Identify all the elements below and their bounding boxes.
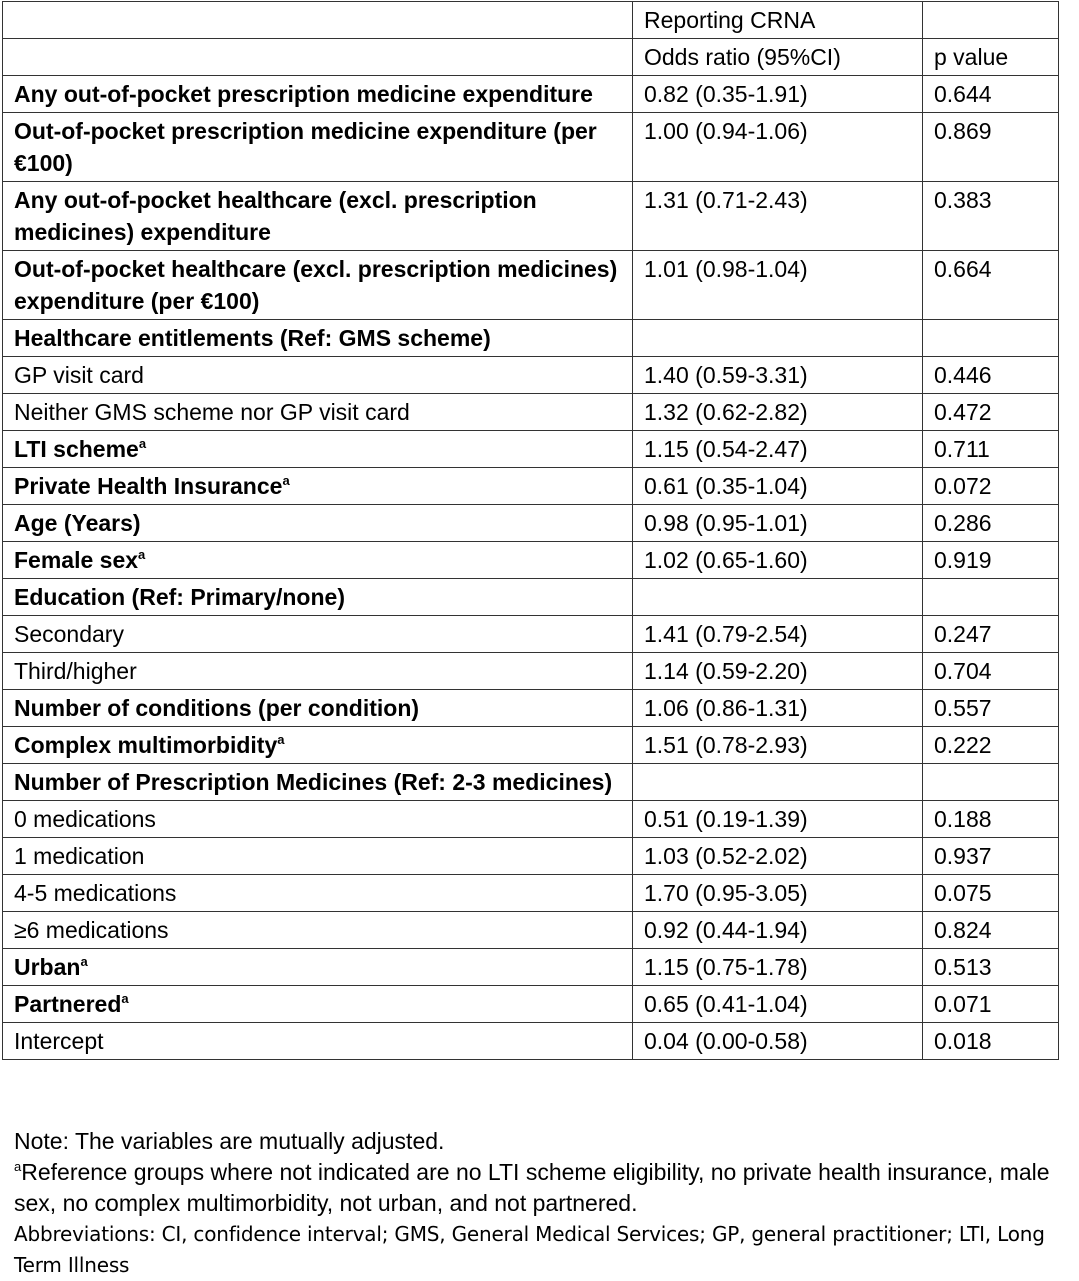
header-p-value: p value [923, 39, 1059, 76]
table-row [3, 579, 1059, 616]
table-row [3, 1023, 1059, 1060]
p-value-cell: 0.247 [923, 616, 1059, 653]
odds-ratio-cell: 1.51 (0.78-2.93) [633, 727, 923, 764]
row-label-text: LTI scheme [14, 436, 139, 462]
row-label-text: Intercept [14, 1028, 104, 1054]
table-row [3, 251, 1059, 320]
row-label-text: Urban [14, 954, 81, 980]
header-empty-cell [923, 2, 1059, 39]
row-label-text: 0 medications [14, 806, 156, 832]
row-label [3, 542, 633, 579]
row-label [3, 764, 633, 801]
p-value-cell: 0.222 [923, 727, 1059, 764]
row-label-text: 1 medication [14, 843, 145, 869]
odds-ratio-cell [633, 579, 923, 616]
row-label [3, 251, 633, 320]
row-label-text: Third/higher [14, 658, 137, 684]
odds-ratio-cell: 1.03 (0.52-2.02) [633, 838, 923, 875]
odds-ratio-cell: 1.01 (0.98-1.04) [633, 251, 923, 320]
table-row [3, 801, 1059, 838]
table-row [3, 912, 1059, 949]
header-row-group [3, 2, 1059, 39]
odds-ratio-cell: 1.15 (0.75-1.78) [633, 949, 923, 986]
p-value-cell: 0.937 [923, 838, 1059, 875]
p-value-cell: 0.644 [923, 76, 1059, 113]
p-value-cell: 0.704 [923, 653, 1059, 690]
table-row [3, 690, 1059, 727]
odds-ratio-cell: 1.70 (0.95-3.05) [633, 875, 923, 912]
table-row [3, 320, 1059, 357]
table-row [3, 357, 1059, 394]
row-label [3, 653, 633, 690]
table-row [3, 542, 1059, 579]
odds-ratio-cell [633, 320, 923, 357]
table-row [3, 76, 1059, 113]
p-value-cell: 0.919 [923, 542, 1059, 579]
row-label-text: Partnered [14, 991, 122, 1017]
row-label [3, 986, 633, 1023]
odds-ratio-cell: 1.00 (0.94-1.06) [633, 113, 923, 182]
row-label [3, 875, 633, 912]
table-row [3, 949, 1059, 986]
row-label-text: Complex multimorbidity [14, 732, 278, 758]
p-value-cell: 0.472 [923, 394, 1059, 431]
p-value-cell: 0.557 [923, 690, 1059, 727]
header-empty-cell [3, 39, 633, 76]
footnote-marker: a [277, 732, 285, 747]
p-value-cell: 0.018 [923, 1023, 1059, 1060]
p-value-cell [923, 579, 1059, 616]
p-value-cell: 0.071 [923, 986, 1059, 1023]
odds-ratio-cell: 1.15 (0.54-2.47) [633, 431, 923, 468]
p-value-cell: 0.664 [923, 251, 1059, 320]
row-label-text: 4-5 medications [14, 880, 177, 906]
header-empty-cell [3, 2, 633, 39]
note-line: Note: The variables are mutually adjusted. [14, 1128, 445, 1154]
odds-ratio-cell [633, 764, 923, 801]
p-value-cell: 0.446 [923, 357, 1059, 394]
odds-ratio-cell: 1.41 (0.79-2.54) [633, 616, 923, 653]
odds-ratio-cell: 1.14 (0.59-2.20) [633, 653, 923, 690]
abbreviations-footnote: Abbreviations: CI, confidence interval; GMS, General Medical Services; GP, general practitioner; LTI, Long Term Illness [14, 1222, 1045, 1277]
row-label-text: GP visit card [14, 362, 144, 388]
p-value-cell: 0.286 [923, 505, 1059, 542]
table-row [3, 727, 1059, 764]
row-label [3, 468, 633, 505]
odds-ratio-cell: 0.51 (0.19-1.39) [633, 801, 923, 838]
table-row [3, 838, 1059, 875]
footnote-marker: a [121, 991, 129, 1006]
row-label [3, 690, 633, 727]
table-row [3, 986, 1059, 1023]
row-label [3, 801, 633, 838]
row-label [3, 182, 633, 251]
footnote-marker: a [282, 473, 290, 488]
table-row [3, 394, 1059, 431]
row-label-text: Number of Prescription Medicines (Ref: 2-3 medicines) [14, 769, 613, 795]
reference-footnote-text: Reference groups where not indicated are no LTI scheme eligibility, no private health insurance, male sex, no complex multimorbidity, not urban, and not partnered. [14, 1159, 1050, 1216]
table-row [3, 182, 1059, 251]
odds-ratio-cell: 0.92 (0.44-1.94) [633, 912, 923, 949]
footnote-marker: a [80, 954, 88, 969]
row-label-text: Number of conditions (per condition) [14, 695, 420, 721]
row-label [3, 431, 633, 468]
table-row [3, 431, 1059, 468]
row-label-text: Secondary [14, 621, 124, 647]
p-value-cell: 0.711 [923, 431, 1059, 468]
odds-ratio-cell: 1.32 (0.62-2.82) [633, 394, 923, 431]
table-row [3, 505, 1059, 542]
table-row [3, 468, 1059, 505]
p-value-cell: 0.383 [923, 182, 1059, 251]
odds-ratio-cell: 0.61 (0.35-1.04) [633, 468, 923, 505]
odds-ratio-cell: 1.02 (0.65-1.60) [633, 542, 923, 579]
odds-ratio-cell: 0.04 (0.00-0.58) [633, 1023, 923, 1060]
table-notes [14, 1126, 1076, 1281]
p-value-cell: 0.075 [923, 875, 1059, 912]
row-label-text: Any out-of-pocket healthcare (excl. prescription medicines) expenditure [14, 187, 537, 245]
odds-ratio-cell: 1.31 (0.71-2.43) [633, 182, 923, 251]
odds-ratio-cell: 0.82 (0.35-1.91) [633, 76, 923, 113]
row-label [3, 912, 633, 949]
odds-ratio-cell: 0.98 (0.95-1.01) [633, 505, 923, 542]
row-label-text: Neither GMS scheme nor GP visit card [14, 399, 410, 425]
row-label-text: Female sex [14, 547, 139, 573]
p-value-cell: 0.513 [923, 949, 1059, 986]
odds-ratio-cell: 1.40 (0.59-3.31) [633, 357, 923, 394]
reference-footnote [14, 1157, 1076, 1219]
table-body [3, 2, 1059, 1060]
row-label [3, 579, 633, 616]
row-label [3, 727, 633, 764]
row-label [3, 76, 633, 113]
p-value-cell: 0.869 [923, 113, 1059, 182]
row-label [3, 505, 633, 542]
odds-ratio-table [2, 1, 1059, 1060]
row-label-text: Age (Years) [14, 510, 141, 536]
row-label-text: Healthcare entitlements (Ref: GMS scheme) [14, 325, 491, 351]
row-label-text: Private Health Insurance [14, 473, 283, 499]
table-row [3, 616, 1059, 653]
row-label [3, 320, 633, 357]
odds-ratio-cell: 0.65 (0.41-1.04) [633, 986, 923, 1023]
table-row [3, 875, 1059, 912]
p-value-cell: 0.824 [923, 912, 1059, 949]
row-label-text: Education (Ref: Primary/none) [14, 584, 345, 610]
p-value-cell: 0.072 [923, 468, 1059, 505]
row-label-text: Out-of-pocket healthcare (excl. prescription medicines) expenditure (per €100) [14, 256, 618, 314]
row-label [3, 838, 633, 875]
footnote-marker: a [138, 547, 146, 562]
row-label-text: Any out-of-pocket prescription medicine expenditure [14, 81, 593, 107]
header-group-label: Reporting CRNA [633, 2, 923, 39]
odds-ratio-cell: 1.06 (0.86-1.31) [633, 690, 923, 727]
row-label [3, 616, 633, 653]
footnote-marker: a [14, 1159, 22, 1174]
footnote-marker: a [138, 436, 147, 451]
row-label [3, 394, 633, 431]
row-label [3, 1023, 633, 1060]
row-label [3, 949, 633, 986]
row-label [3, 113, 633, 182]
table-row [3, 113, 1059, 182]
p-value-cell [923, 764, 1059, 801]
header-row-columns [3, 39, 1059, 76]
row-label-text: Out-of-pocket prescription medicine expenditure (per €100) [14, 118, 597, 176]
p-value-cell [923, 320, 1059, 357]
row-label-text: ≥6 medications [14, 917, 169, 943]
table-row [3, 653, 1059, 690]
row-label [3, 357, 633, 394]
header-odds-ratio: Odds ratio (95%CI) [633, 39, 923, 76]
p-value-cell: 0.188 [923, 801, 1059, 838]
table-row [3, 764, 1059, 801]
